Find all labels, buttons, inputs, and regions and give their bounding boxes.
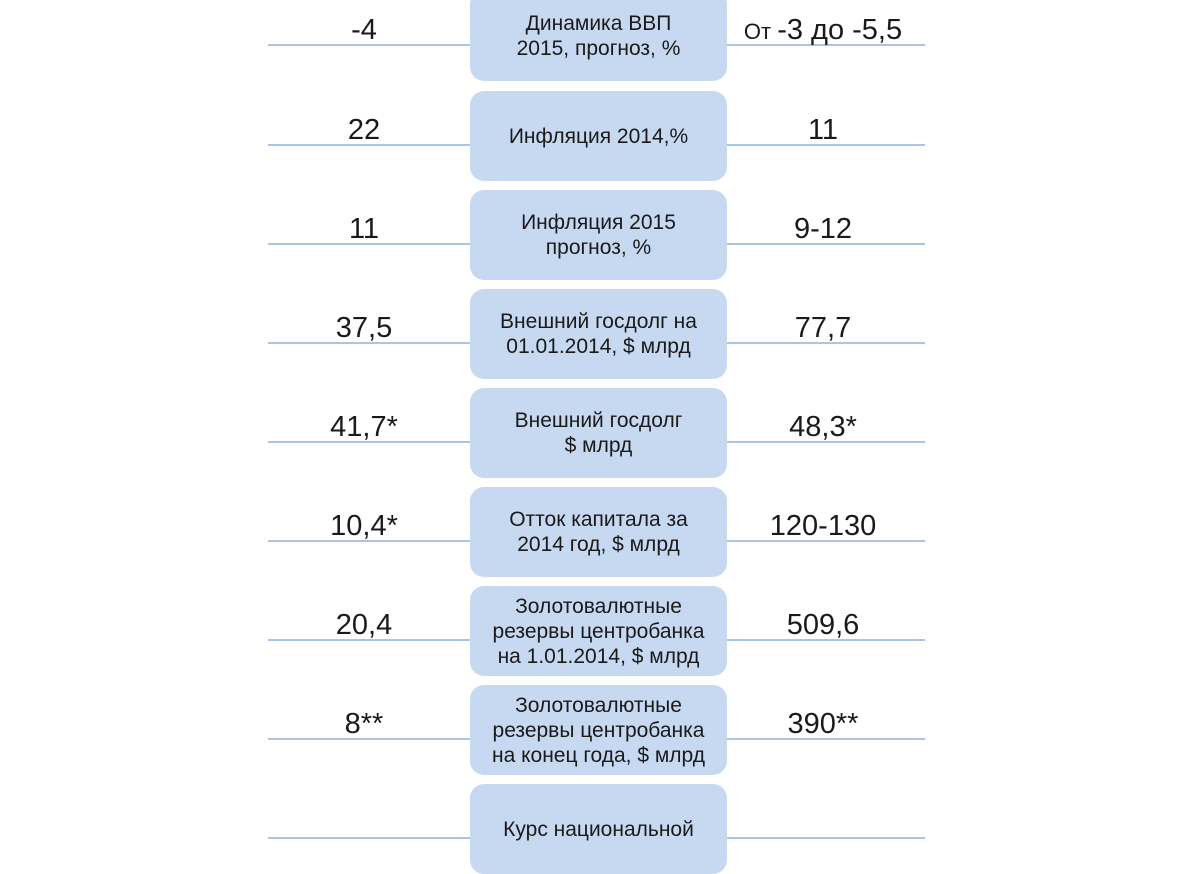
comparison-row xyxy=(0,784,1200,874)
indicator-label: Золотовалютные резервы центробанка на 1.01.2014, $ млрд xyxy=(492,594,705,668)
right-value xyxy=(723,13,923,49)
right-value: 390** xyxy=(787,708,859,740)
indicator-label: Отток капитала за 2014 год, $ млрд xyxy=(509,508,688,556)
indicator-label-box xyxy=(470,91,727,181)
indicator-label: Курс национальной xyxy=(503,817,694,841)
comparison-row xyxy=(0,289,1200,379)
indicator-label-box xyxy=(470,586,727,676)
indicator-label: Внешний госдолг $ млрд xyxy=(514,409,683,457)
indicator-label-box xyxy=(470,388,727,478)
indicator-label-box xyxy=(470,190,727,280)
right-value-prefix: От xyxy=(743,19,778,44)
comparison-row xyxy=(0,487,1200,577)
right-value: 11 xyxy=(807,114,839,146)
indicator-label-box xyxy=(470,289,727,379)
left-value: 10,4* xyxy=(330,510,398,542)
left-value: 11 xyxy=(348,213,380,245)
left-value: 22 xyxy=(347,114,381,146)
indicator-label: Динамика ВВП 2015, прогноз, % xyxy=(516,12,681,60)
right-value: 509,6 xyxy=(786,609,860,641)
left-value: 41,7* xyxy=(330,411,398,443)
indicator-label-box xyxy=(470,784,727,874)
comparison-row xyxy=(0,190,1200,280)
left-value: 8** xyxy=(344,708,384,740)
right-value: 77,7 xyxy=(794,312,852,344)
indicator-label: Внешний госдолг на 01.01.2014, $ млрд xyxy=(500,310,697,358)
indicator-label: Инфляция 2014,% xyxy=(508,124,689,148)
left-value: -4 xyxy=(351,14,377,46)
right-value: 48,3* xyxy=(789,411,857,443)
indicator-label-box xyxy=(470,487,727,577)
indicator-label: Инфляция 2015 прогноз, % xyxy=(521,211,676,259)
indicator-label-box xyxy=(470,685,727,775)
right-value: 120-130 xyxy=(769,510,877,542)
left-value: 37,5 xyxy=(335,312,393,344)
comparison-row xyxy=(0,0,1200,81)
comparison-row xyxy=(0,91,1200,181)
comparison-row xyxy=(0,685,1200,775)
row-divider-right xyxy=(727,837,925,839)
row-divider-left xyxy=(268,837,470,839)
right-value-number: -3 до -5,5 xyxy=(777,14,903,46)
indicator-label: Золотовалютные резервы центробанка на конец года, $ млрд xyxy=(491,693,706,767)
right-value: 9-12 xyxy=(793,213,853,245)
comparison-row xyxy=(0,388,1200,478)
left-value: 20,4 xyxy=(335,609,393,641)
indicator-label-box xyxy=(470,0,727,81)
comparison-row xyxy=(0,586,1200,676)
